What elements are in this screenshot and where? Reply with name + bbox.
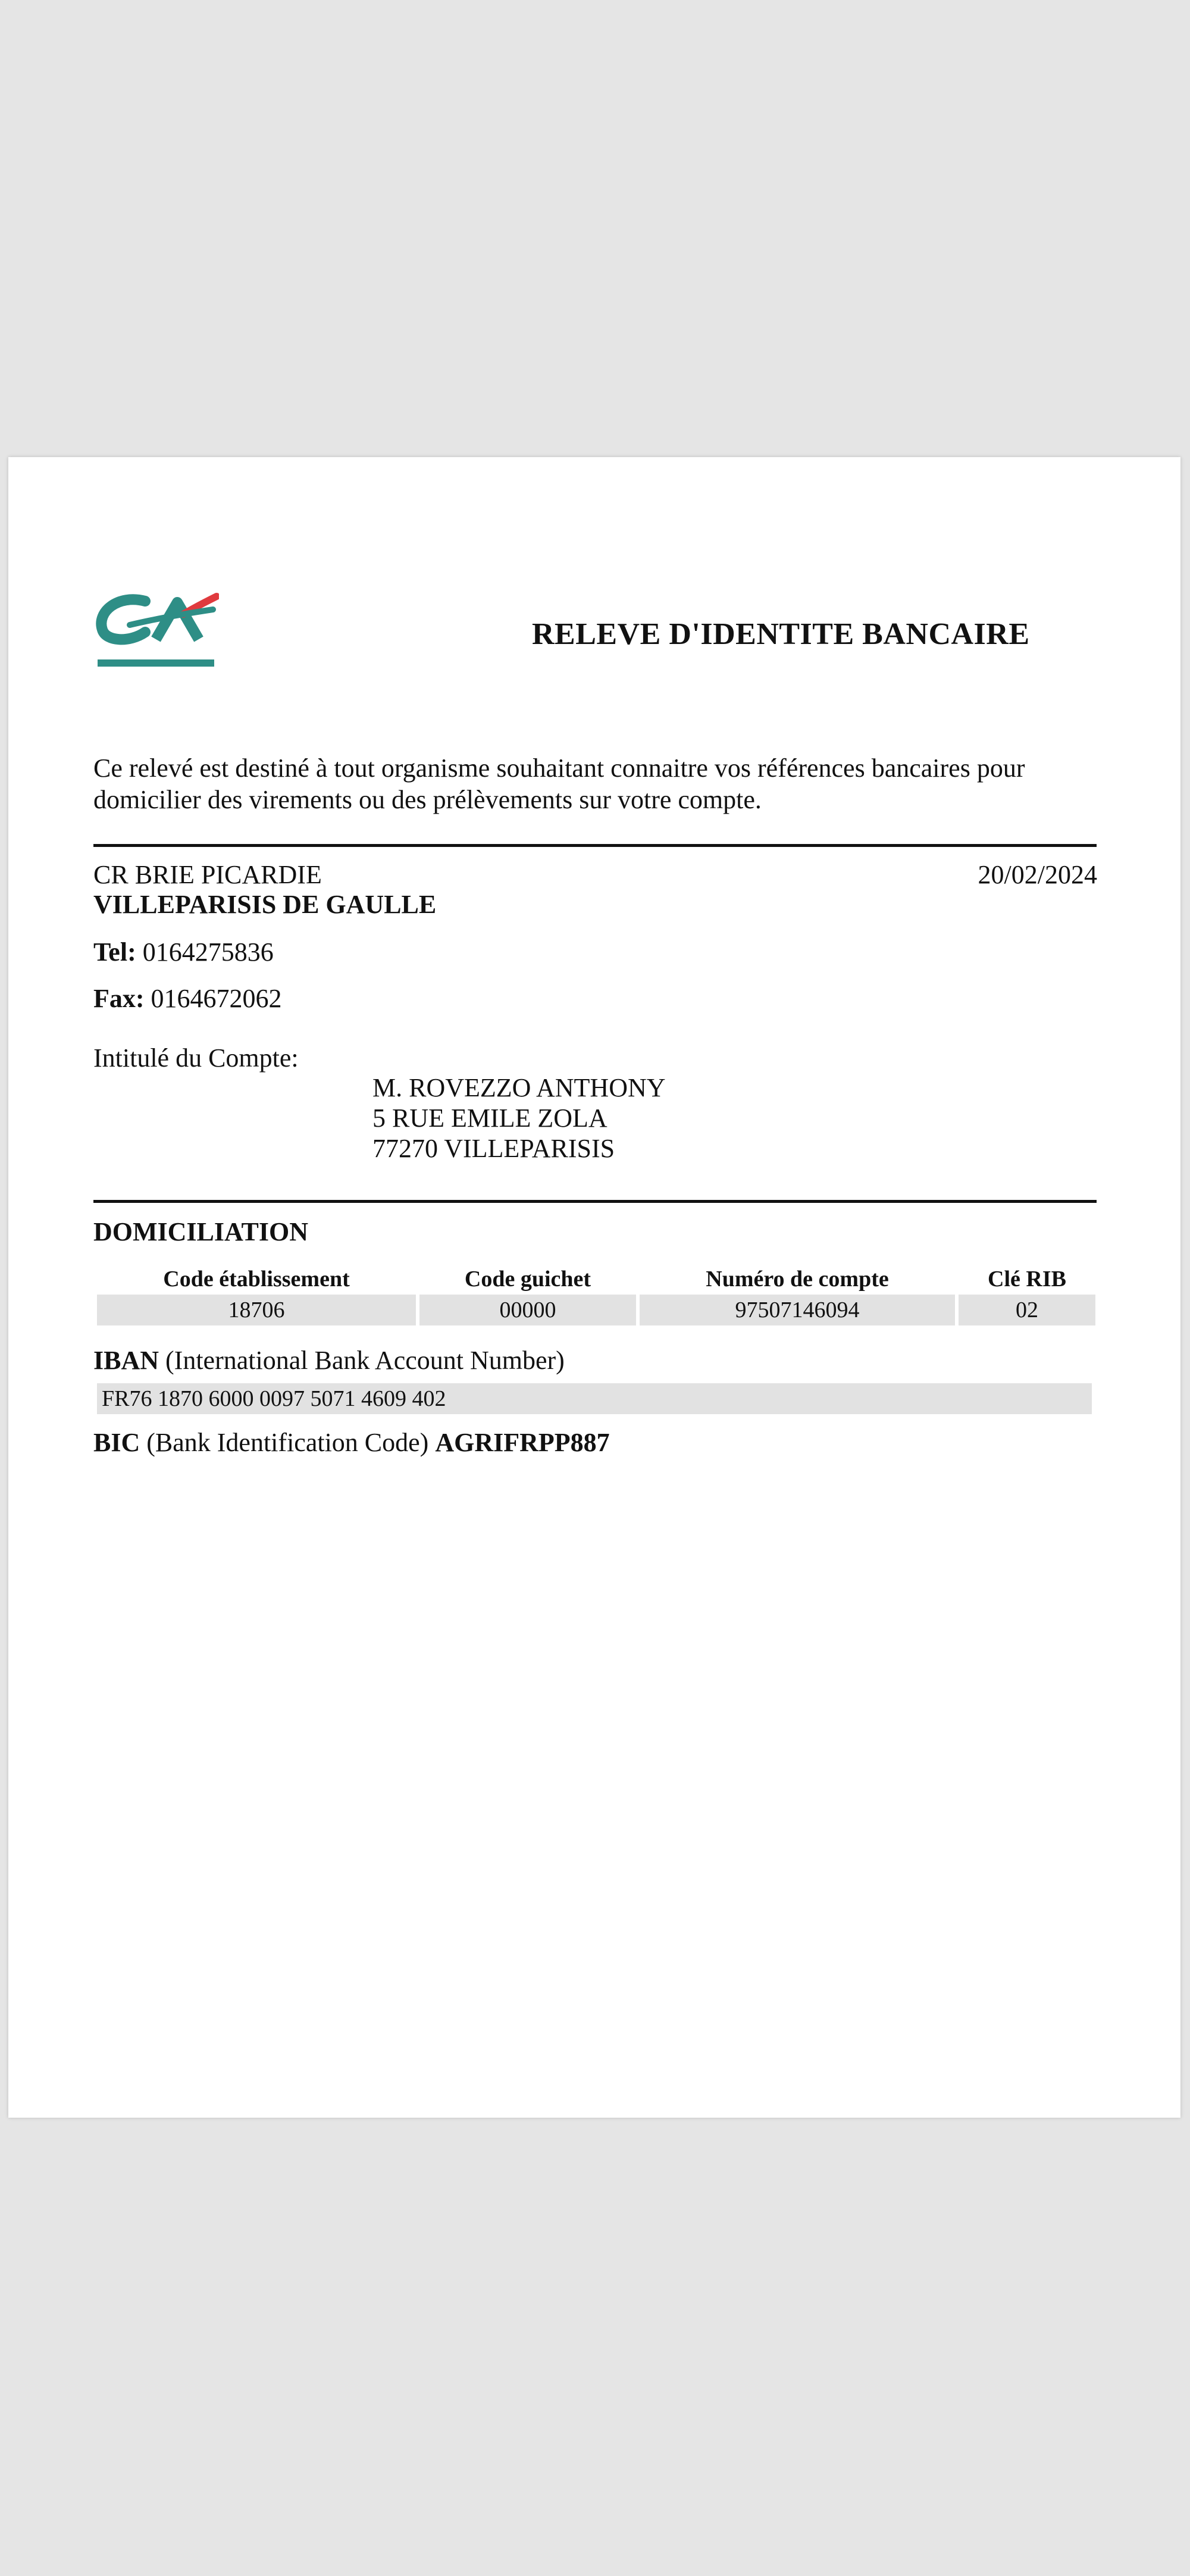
bic-value: AGRIFRPP887 <box>435 1428 610 1457</box>
value-numero-compte: 97507146094 <box>640 1295 955 1325</box>
bic-line <box>93 1427 610 1458</box>
iban-label: IBAN <box>93 1346 159 1375</box>
divider <box>93 844 1097 847</box>
value-cle-rib: 02 <box>959 1295 1095 1325</box>
rib-table <box>93 1264 1099 1325</box>
account-title-label: Intitulé du Compte: <box>93 1043 299 1073</box>
tel-line <box>93 937 274 967</box>
tel-value: 0164275836 <box>142 937 274 967</box>
iban-label-line <box>93 1345 565 1375</box>
fax-line <box>93 983 282 1014</box>
intro-text: Ce relevé est destiné à tout organisme souhaitant connaitre vos références bancaires pour domicilier des virements ou des prélèvements sur votre compte. <box>93 754 1025 814</box>
rib-document <box>8 457 1180 2118</box>
credit-agricole-logo <box>94 588 219 671</box>
rib-value-row <box>97 1295 1095 1325</box>
holder-name: M. ROVEZZO ANTHONY <box>372 1073 666 1102</box>
holder-address-line2: 77270 VILLEPARISIS <box>372 1134 615 1163</box>
header-code-etablissement: Code établissement <box>163 1267 350 1292</box>
value-code-etablissement: 18706 <box>97 1295 416 1325</box>
iban-value: FR76 1870 6000 0097 5071 4609 402 <box>97 1383 1092 1414</box>
fax-value: 0164672062 <box>151 984 282 1013</box>
header-cle-rib: Clé RIB <box>988 1267 1066 1292</box>
fax-label: Fax: <box>93 984 145 1013</box>
rib-header-row <box>97 1264 1095 1295</box>
statement-date: 20/02/2024 <box>978 860 1097 889</box>
value-code-guichet: 00000 <box>419 1295 636 1325</box>
header-code-guichet: Code guichet <box>464 1267 591 1292</box>
domiciliation-title: DOMICILIATION <box>93 1217 309 1246</box>
tel-label: Tel: <box>93 937 136 967</box>
bank-name: CR BRIE PICARDIE <box>93 860 322 889</box>
document-title: RELEVE D'IDENTITE BANCAIRE <box>532 617 1030 651</box>
holder-address-line1: 5 RUE EMILE ZOLA <box>372 1103 607 1133</box>
divider <box>93 1200 1097 1203</box>
header-numero-compte: Numéro de compte <box>706 1267 889 1292</box>
bic-description: (Bank Identification Code) <box>146 1428 429 1457</box>
bic-label: BIC <box>93 1428 140 1457</box>
agency-name: VILLEPARISIS DE GAULLE <box>93 890 437 919</box>
iban-description: (International Bank Account Number) <box>165 1346 565 1375</box>
account-holder <box>372 1073 666 1164</box>
